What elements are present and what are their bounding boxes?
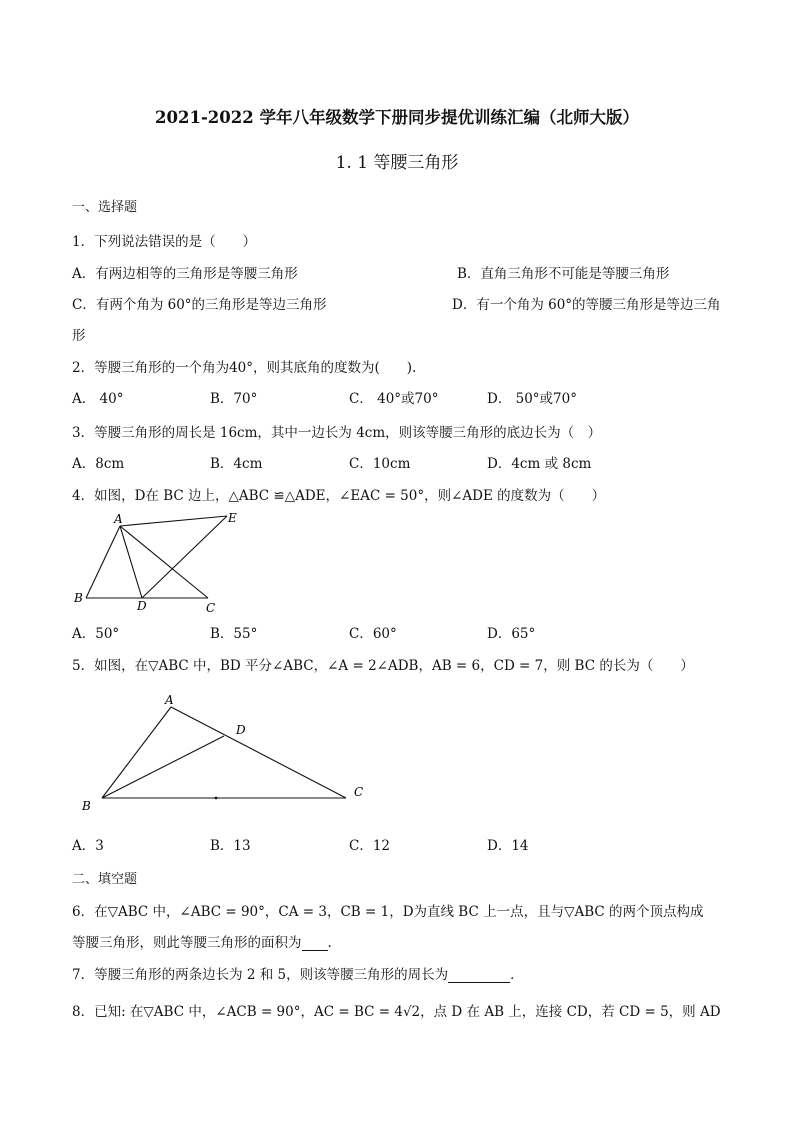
question-4-option-c: C．60° <box>349 626 397 642</box>
question-1-option-a: A．有两边相等的三角形是等腰三角形 <box>72 266 298 282</box>
question-1-option-c: C．有两个角为 60°的三角形是等边三角形 <box>72 297 327 313</box>
answer-blank <box>302 937 328 951</box>
segment-BD <box>102 736 224 798</box>
question-3-option-c: C．10cm <box>349 456 411 472</box>
question-1-option-b: B．直角三角形不可能是等腰三角形 <box>457 266 670 282</box>
question-6-line-1: 6．在▽ABC 中，∠ABC = 90°，CA = 3，CB = 1，D为直线 BC 上一点，且与▽ABC 的两个顶点构成 <box>72 904 704 920</box>
segment-AE <box>120 516 227 526</box>
question-5-option-d: D．14 <box>487 838 529 854</box>
question-3-option-d: D．4cm 或 8cm <box>487 456 592 472</box>
question-4-option-a: A．50° <box>72 626 120 642</box>
question-7-end: ． <box>510 967 524 983</box>
label-A: A <box>114 512 123 526</box>
question-3-stem: 3．等腰三角形的周长是 16cm，其中一边长为 4cm，则该等腰三角形的底边长为（ ） <box>72 425 602 441</box>
question-3-option-b: B．4cm <box>210 456 263 472</box>
question-1-option-d-continued: 形 <box>72 328 86 344</box>
segment-AB <box>102 707 171 798</box>
section-heading-choice: 一、选择题 <box>72 200 138 215</box>
segment-AC <box>171 707 346 798</box>
segment-DE <box>142 516 227 598</box>
answer-blank <box>448 969 510 983</box>
label-D: D <box>236 723 246 737</box>
question-2-stem: 2．等腰三角形的一个角为40°，则其底角的度数为( ). <box>72 360 417 376</box>
section-heading-fill: 二、填空题 <box>72 872 138 887</box>
page-subtitle: 1. 1 等腰三角形 <box>335 153 459 173</box>
question-4-stem: 4．如图，D在 BC 边上，△ABC ≌△ADE，∠EAC = 50°，则∠ADE 的度数为（ ） <box>72 488 606 504</box>
question-7-text: 7．等腰三角形的两条边长为 2 和 5，则该等腰三角形的周长为 <box>72 967 449 983</box>
question-7 <box>72 963 524 983</box>
label-D: D <box>137 599 147 613</box>
question-1-stem: 1．下列说法错误的是（ ） <box>72 234 257 250</box>
label-C: C <box>206 601 216 614</box>
question-6-end: . <box>327 935 332 951</box>
page-title: 2021-2022 学年八年级数学下册同步提优训练汇编（北师大版） <box>155 108 639 127</box>
question-5-option-c: C．12 <box>349 838 391 854</box>
question-8-text: 8．已知: 在▽ABC 中，∠ACB = 90°，AC = BC = 4√2，点 D 在 AB 上，连接 CD，若 CD = 5，则 AD <box>72 1004 721 1020</box>
question-6-line-2 <box>72 931 332 951</box>
question-4-figure <box>70 506 260 614</box>
question-4-option-b: B．55° <box>210 626 258 642</box>
question-4-option-d: D．65° <box>487 626 536 642</box>
label-C: C <box>354 785 364 799</box>
question-5-stem: 5．如图，在▽ABC 中，BD 平分∠ABC，∠A = 2∠ADB，AB = 6，CD = 7，则 BC 的长为（ ） <box>72 658 694 674</box>
segment-AD <box>120 526 142 598</box>
question-2-option-d: D． 50°或70° <box>487 391 577 407</box>
label-B: B <box>74 591 83 605</box>
question-3-option-a: A．8cm <box>72 456 125 472</box>
question-5-option-a: A．3 <box>72 838 104 854</box>
question-5-figure <box>74 688 374 818</box>
segment-AC <box>120 526 208 598</box>
question-5-option-b: B．13 <box>210 838 251 854</box>
question-2-option-b: B．70° <box>210 391 258 407</box>
label-B: B <box>82 799 91 813</box>
question-6-text: 等腰三角形，则此等腰三角形的面积为 <box>72 935 302 951</box>
midpoint-dot <box>215 797 218 800</box>
segment-AB <box>86 526 120 598</box>
label-A: A <box>165 693 174 707</box>
question-2-option-a: A． 40° <box>72 391 124 407</box>
question-1-option-d: D．有一个角为 60°的等腰三角形是等边三角 <box>452 297 721 313</box>
question-2-option-c: C． 40°或70° <box>349 391 439 407</box>
label-E: E <box>228 511 237 525</box>
